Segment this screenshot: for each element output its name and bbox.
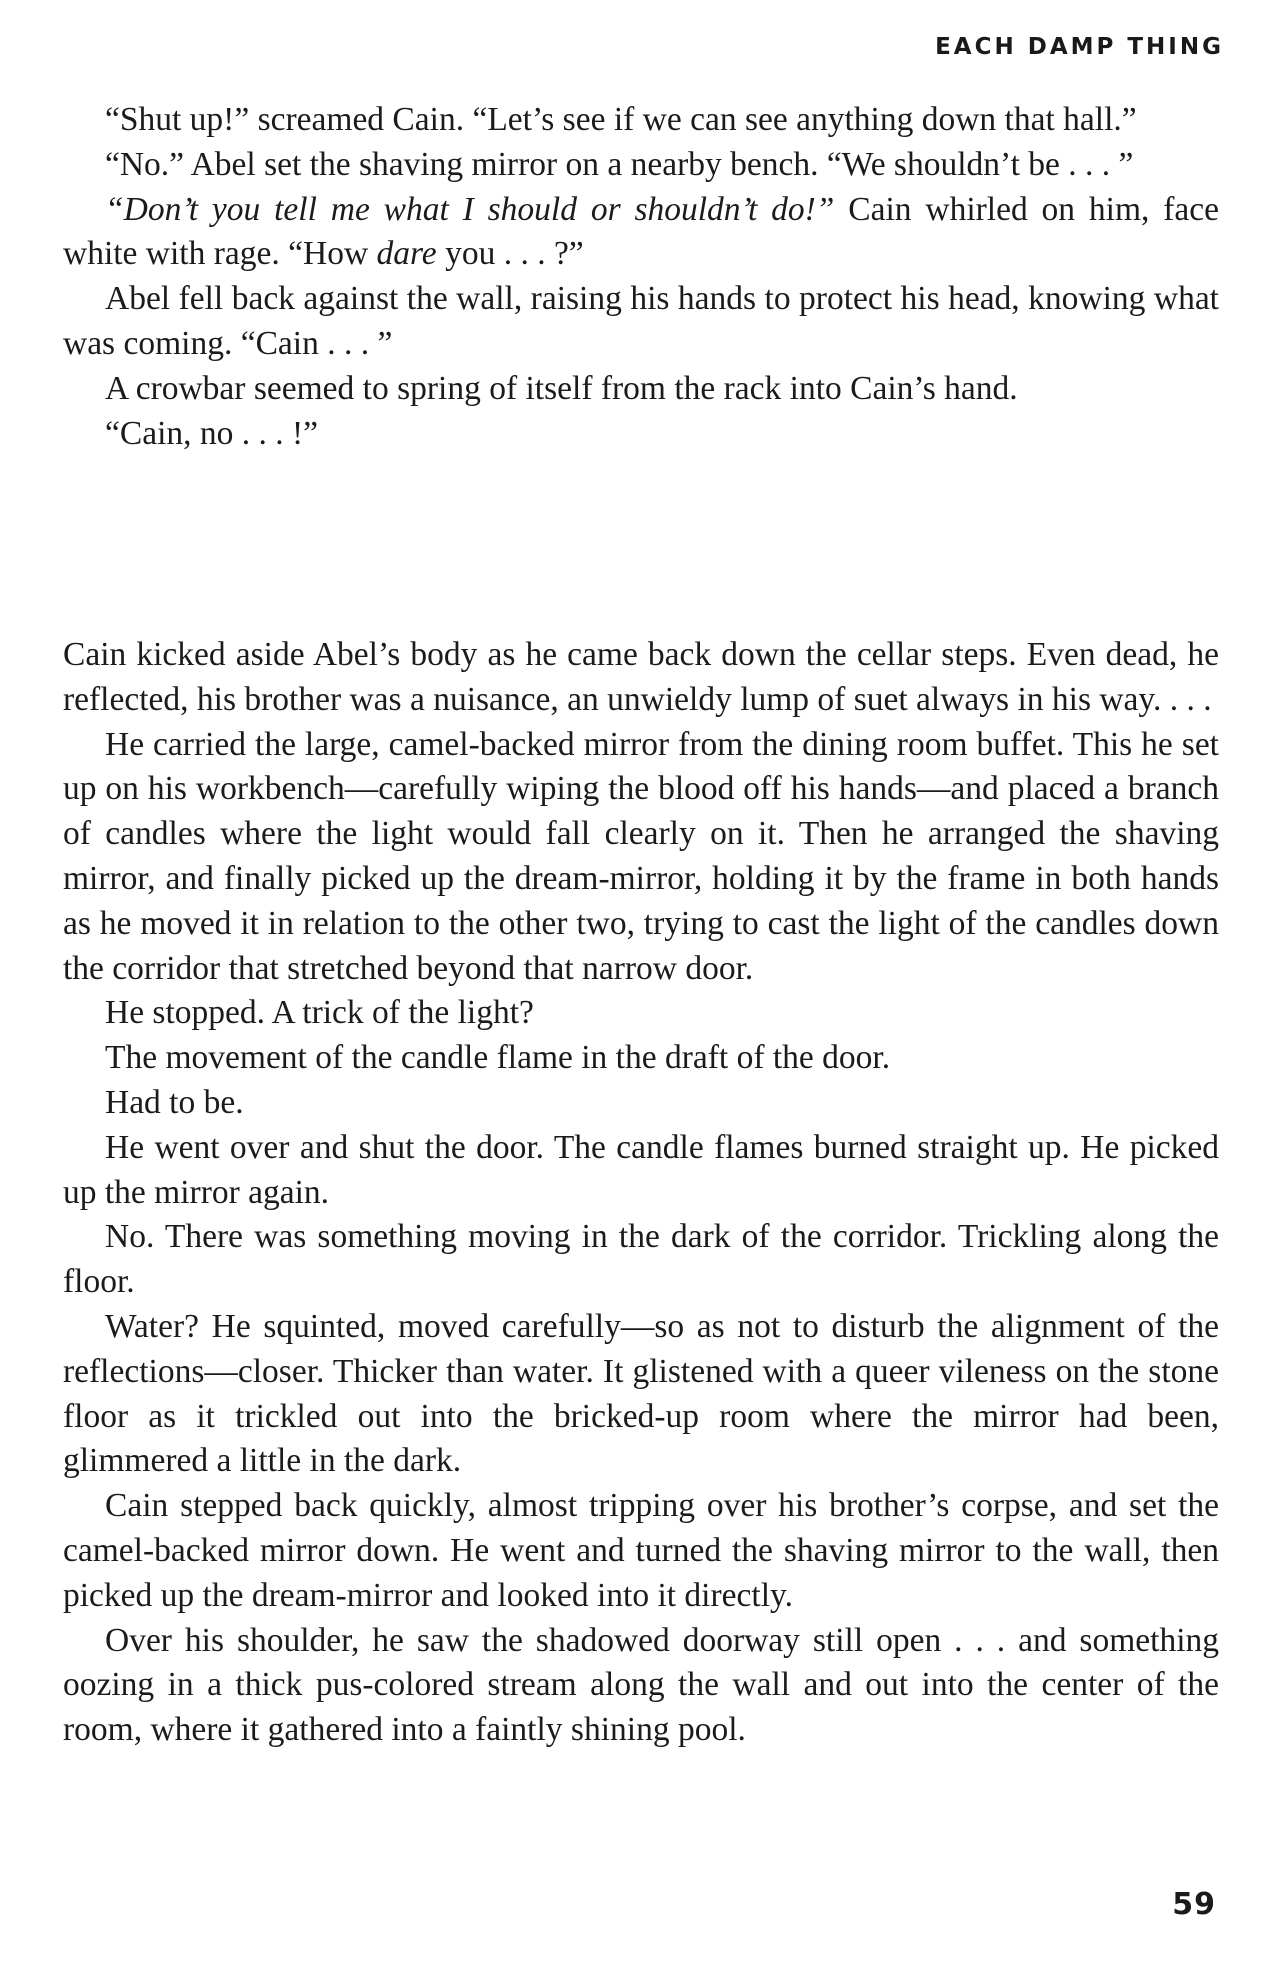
text-section-2: [63, 633, 1219, 1753]
text-run: you . . . ?”: [436, 235, 584, 273]
paragraph: Had to be.: [105, 1083, 244, 1121]
paragraph: He stopped. A trick of the light?: [105, 994, 534, 1032]
page-number: 59: [1172, 1887, 1216, 1922]
italic-dialogue: “Don’t you tell me what I should or shouldn’t do!”: [105, 190, 835, 228]
text-run: Cain whirled on him, face white with rage. “How: [63, 190, 1219, 273]
paragraph: Over his shoulder, he saw the shadowed doorway still open . . . and something oozing in a thick pus-colored stream along the wall and out into the center of the room, where it gathered into a faintly shining pool.: [63, 1621, 1219, 1749]
paragraph: He carried the large, camel-backed mirror from the dining room buffet. This he set up on his workbench—carefully wiping the blood off his hands—and placed a branch of candles where the light would fall clearly on it. Then he arranged the shaving mirror, and finally picked up the dream-mirror, holding it by the frame in both hands as he moved it in relation to the other two, trying to cast the light of the candles down the corridor that stretched beyond that narrow door.: [63, 725, 1219, 987]
paragraph: He went over and shut the door. The candle flames burned straight up. He picked up the mirror again.: [63, 1128, 1219, 1211]
paragraph: “Cain, no . . . !”: [105, 414, 319, 452]
paragraph: “No.” Abel set the shaving mirror on a nearby bench. “We shouldn’t be . . . ”: [105, 145, 1134, 183]
paragraph: No. There was something moving in the dark of the corridor. Trickling along the floor.: [63, 1218, 1219, 1301]
text-section-1: [63, 98, 1219, 456]
paragraph: Cain stepped back quickly, almost tripping over his brother’s corpse, and set the camel-backed mirror down. He went and turned the shaving mirror to the wall, then picked up the dream-mirror and looked into it directly.: [63, 1487, 1219, 1614]
paragraph: Water? He squinted, moved carefully—so as not to disturb the alignment of the reflections—closer. Thicker than water. It glistened with a queer vileness on the stone floor as it trickled out into the bricked-up room where the mirror had been, glimmered a little in the dark.: [63, 1307, 1219, 1480]
paragraph: [63, 188, 1219, 278]
paragraph: Cain kicked aside Abel’s body as he came back down the cellar steps. Even dead, he reflected, his brother was a nuisance, an unwieldy lump of suet always in his way. . . .: [63, 636, 1219, 718]
paragraph: A crowbar seemed to spring of itself from the rack into Cain’s hand.: [105, 369, 1018, 407]
paragraph: Abel fell back against the wall, raising his hands to protect his head, knowing what was coming. “Cain . . . ”: [63, 280, 1219, 362]
paragraph: The movement of the candle flame in the draft of the door.: [105, 1039, 891, 1077]
italic-word: dare: [376, 235, 437, 273]
paragraph: “Shut up!” screamed Cain. “Let’s see if we can see anything down that hall.”: [105, 101, 1137, 138]
running-head: EACH DAMP THING: [935, 34, 1224, 60]
